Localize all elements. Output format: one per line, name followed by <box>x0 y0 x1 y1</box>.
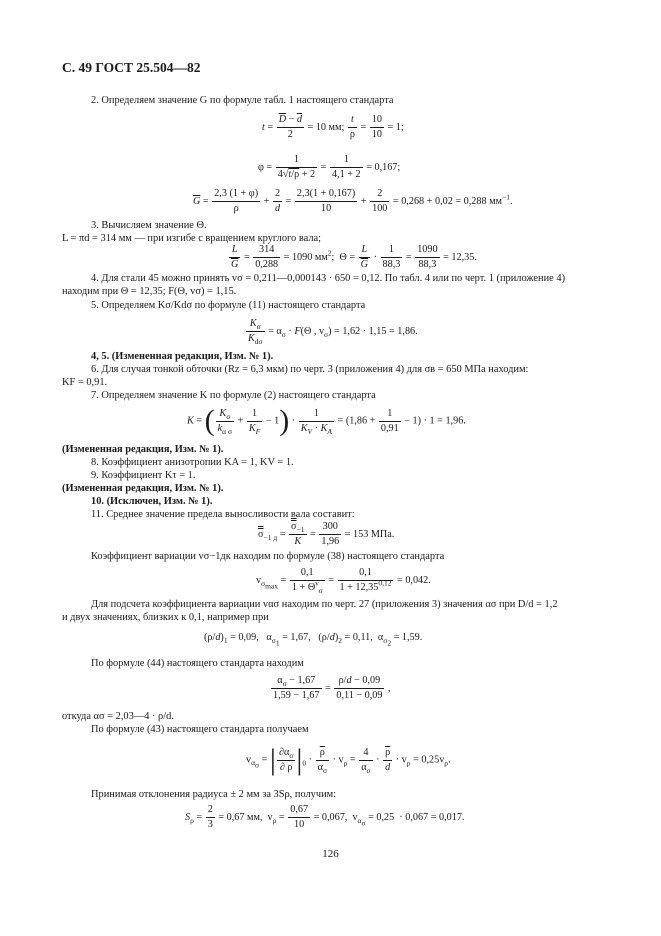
formula-2a: t = $\frac{\overline{D} - \overline{d}}{2}$ = 10 мм; $\frac{t}{\rho}$ = $\frac{10}{10}$ = 1; <box>262 114 404 140</box>
para-11: 11. Среднее значение предела выносливости вала составит: <box>91 509 355 520</box>
formula-variation: $v_{\sigma_{max}}$ = 0,1 $1 + \Theta^\nu_\sigma$ = $\frac{0,1}{1 + 12,35^{0,12}}$ = 0,042. <box>256 567 431 596</box>
formula-43: $v_{\alpha_\sigma}$ = | $\frac{\partial\alpha_\sigma}{\partial \rho}$ $|_0$ · $\frac{\overline{\rho}}{\alpha_\sigma}$ · $v_\rho$ = $\frac{4}{\alpha_\sigma}$ · $\frac{\overline{\rho}}{d}$ · $v_\rho = 0,25v_\rho$. <box>246 743 451 776</box>
para-alpha-2: и двух значениях, близких к 0,1, например при <box>62 612 269 623</box>
formula-5: $K_\sigma$ $K_{d\sigma}$ = $\alpha_\sigma \cdot F(\Theta$ , $v_\sigma) = 1,62 \cdot 1,15 = 1,86$. <box>248 318 418 347</box>
formula-radius: $S_\rho$ = $\frac{2}{3}$ = 0,67 мм, $v_\rho$ = $\frac{0,67}{10}$ = 0,067, $v_{\alpha_\sigma} = 0,25 \cdot 0,067 = 0,017$. <box>185 804 465 830</box>
para-8: 8. Коэффициент анизотропии KA = 1, KV = 1. <box>91 457 294 468</box>
para-4b: находим при Θ = 12,35; F(Θ, vσ) = 1,15. <box>62 286 237 297</box>
para-6b: KF = 0,91. <box>62 377 108 388</box>
para-variation: Коэффициент вариации vσ−1дк находим по формуле (38) настоящего стандарта <box>91 551 445 562</box>
amendment-7: (Измененная редакция, Изм. № 1). <box>62 444 224 455</box>
para-10: 10. (Исключен, Изм. № 1). <box>91 496 213 507</box>
formula-11: $\sigma_{-1 д}$ = $\frac{\sigma_{-1}}{K}$ = $\frac{300}{1,96}$ = 153 МПа. <box>258 521 395 547</box>
para-formula-44: По формуле (44) настоящего стандарта находим <box>91 658 304 669</box>
para-3: 3. Вычисляем значение Θ. <box>91 220 207 231</box>
para-from: откуда ασ = 2,03—4 · ρ/d. <box>62 711 174 722</box>
para-radius: Принимая отклонения радиуса ± 2 мм за 3Sρ, получим: <box>91 789 337 800</box>
para-6a: 6. Для случая тонкой обточки (Rz = 6,3 мкм) по черт. 3 (приложения 4) для σв = 650 МПа находим: <box>91 364 529 375</box>
formula-2c: $\overline{G}$ = $\frac{2,3 (1 + \varphi)}{\rho}$ + $\frac{2}{d}$ = $\frac{2,3(1 + 0,167)}{10}$ + $\frac{2}{100}$ = 0,268 + 0,02 = 0,288 $мм^{-1}$. <box>193 188 513 214</box>
formula-7: K = ( $\frac{K_\sigma}{k_{\alpha \sigma}}$ + $\frac{1}{K_F}$ − 1) · $\frac{1}{K_V \cdot K_A}$ = (1,86 + $\frac{1}{0,91}$ − 1) · 1 = 1,96. <box>187 404 466 437</box>
page-number: 126 <box>322 848 339 860</box>
para-4a: 4. Для стали 45 можно принять vσ = 0,211—0,000143 · 650 = 0,12. По табл. 4 или по черт. 1 (приложение 4) <box>91 273 566 284</box>
para-alpha-1: Для подсчета коэффициента вариации vασ находим по черт. 27 (приложения 3) значения ασ при D/d = 1,2 <box>91 599 558 610</box>
formula-alpha: $(\rho/d)_1 = 0,09$, $\alpha_{\sigma_1} = 1,67$, $(\rho/d)_2 = 0,11$, $\alpha_{\sigma_2} = 1,59$. <box>204 632 423 648</box>
para-formula-43: По формуле (43) настоящего стандарта получаем <box>91 724 309 735</box>
formula-2b: φ = $\frac{1}{4√t/\rho + 2}$ = $\frac{1}{4,1 + 2}$ = 0,167; <box>258 154 401 180</box>
para-7: 7. Определяем значение K по формуле (2) настоящего стандарта <box>91 390 376 401</box>
formula-44: $\frac{\alpha_\sigma - 1,67}{1,59 - 1,67}$ = $\frac{\rho/d - 0,09}{0,11 - 0,09}$ , <box>273 675 391 701</box>
amendment-9: (Измененная редакция, Изм. № 1). <box>62 483 224 494</box>
amendment-4-5: 4, 5. (Измененная редакция, Изм. № 1). <box>91 351 274 362</box>
formula-3: $\frac{L}{G}$ = $\frac{314}{0,288}$ = 1090 $мм^2$; Θ = $\frac{L}{G}$ · $\frac{1}{88,3}$ = $\frac{1090}{88,3}$ = 12,35. <box>231 244 477 270</box>
para-3a: L = πd = 314 мм — при изгибе с вращением круглого вала; <box>62 233 322 244</box>
para-9: 9. Коэффициент Kτ = 1. <box>91 470 196 481</box>
para-2 <box>91 94 393 107</box>
page-header: С. 49 ГОСТ 25.504—82 <box>62 60 201 75</box>
para-2-text: 2. Определяем значение G по формуле табл. 1 настоящего стандарта <box>91 95 394 106</box>
para-5: 5. Определяем Kσ/Kdσ по формуле (11) настоящего стандарта <box>91 300 366 311</box>
